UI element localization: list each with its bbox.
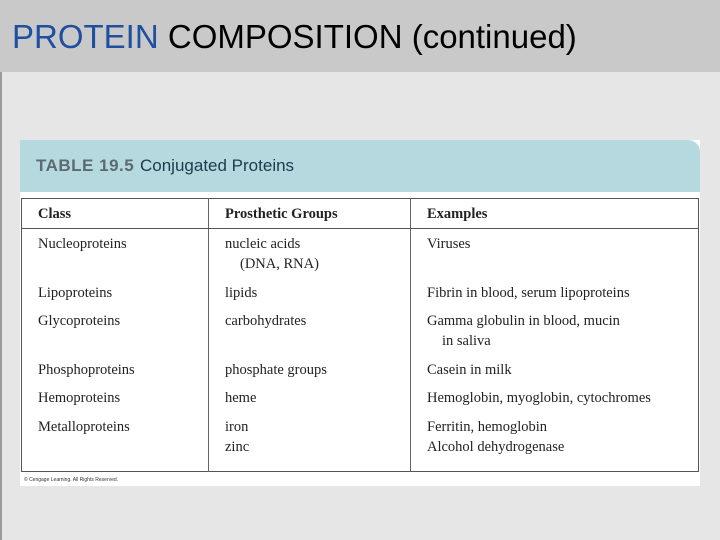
cell-groups-line: (DNA, RNA)	[240, 256, 319, 272]
cell-examples-line: Alcohol dehydrogenase	[427, 438, 565, 455]
conjugated-proteins-table	[21, 198, 699, 472]
table-header-row	[22, 199, 699, 229]
table-number: TABLE 19.5	[36, 156, 135, 175]
cell-groups-line: carbohydrates	[225, 313, 307, 330]
cell-groups-line: iron	[225, 418, 249, 435]
cell-examples	[411, 304, 699, 353]
cell-examples-line: Fibrin in blood, serum lipoproteins	[427, 284, 630, 301]
cell-examples-line: Viruses	[427, 236, 471, 252]
copyright-credit: © Cengage Learning. All Rights Reserved.	[24, 477, 119, 483]
cell-groups-line: phosphate groups	[225, 362, 327, 379]
left-divider	[0, 72, 2, 540]
cell-class: Lipoproteins	[38, 284, 113, 301]
column-header-examples: Examples	[411, 199, 699, 229]
cell-groups	[209, 381, 411, 409]
cell-groups	[209, 276, 411, 304]
column-header-prosthetic-groups: Prosthetic Groups	[209, 199, 411, 229]
cell-class: Glycoproteins	[38, 313, 121, 330]
table-header-band	[20, 140, 700, 192]
column-header-class: Class	[22, 199, 209, 229]
table-row	[22, 410, 699, 472]
cell-examples	[411, 229, 699, 276]
cell-examples-line: Gamma globulin in blood, mucin	[427, 313, 620, 330]
slide-title	[12, 16, 577, 58]
slide-title-rest: COMPOSITION (continued)	[158, 18, 577, 55]
table-row	[22, 353, 699, 381]
table-caption: Conjugated Proteins	[140, 156, 295, 175]
cell-examples	[411, 276, 699, 304]
cell-groups	[209, 353, 411, 381]
cell-class: Metalloproteins	[38, 418, 130, 435]
cell-groups	[209, 304, 411, 353]
table-card	[20, 140, 700, 486]
cell-examples-line: Hemoglobin, myoglobin, cytochromes	[427, 390, 651, 407]
cell-examples-line: in saliva	[442, 333, 491, 350]
cell-examples	[411, 381, 699, 409]
table-row	[22, 381, 699, 409]
cell-examples	[411, 410, 699, 472]
cell-examples	[411, 353, 699, 381]
cell-class: Nucleoproteins	[38, 236, 127, 252]
cell-groups-line: nucleic acids	[225, 236, 301, 252]
cell-groups-line: zinc	[225, 438, 250, 455]
cell-groups-line: heme	[225, 390, 257, 407]
cell-groups	[209, 229, 411, 276]
cell-groups	[209, 410, 411, 472]
cell-groups-line: lipids	[225, 284, 258, 301]
cell-examples-line: Casein in milk	[427, 362, 512, 379]
title-bar	[0, 0, 720, 72]
slide-title-accent: PROTEIN	[12, 18, 159, 55]
cell-examples-line: Ferritin, hemoglobin	[427, 418, 548, 435]
table-row	[22, 229, 699, 276]
table-row	[22, 304, 699, 353]
cell-class: Hemoproteins	[38, 390, 121, 407]
table-row	[22, 276, 699, 304]
cell-class: Phosphoproteins	[38, 362, 135, 379]
